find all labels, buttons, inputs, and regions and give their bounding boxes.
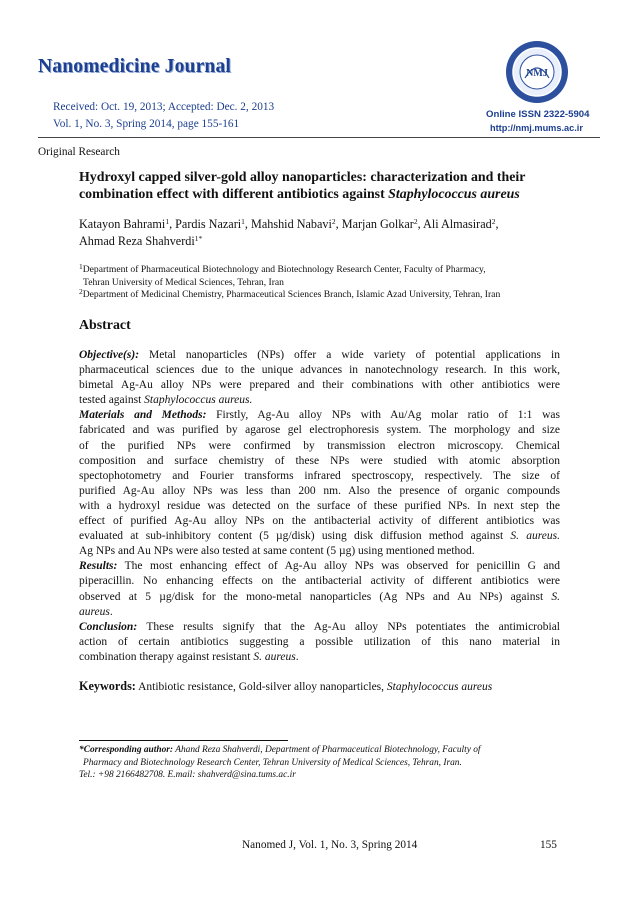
author: Katayon Bahrami$^1$ — [79, 217, 170, 231]
abstract-line: composition and surface chemistry of these NPs were studied with atomic absorption — [79, 454, 560, 467]
author: Pardis Nazari$^1$ — [175, 217, 245, 231]
abstract-line: piperacillin. No enhancing effects on the antibacterial activity of different antibiotics were — [79, 575, 560, 588]
keywords: Keywords: Antibiotic resistance, Gold-silver alloy nanoparticles, Staphylococcus aureus — [79, 679, 493, 693]
journal-title: Nanomedicine Journal — [38, 56, 232, 77]
abstract-line: combination therapy against resistant S. aureus. — [79, 650, 299, 663]
article-type: Original Research — [38, 146, 120, 158]
abstract-line: spectophotometry and Fourier transforms infrared spectroscopy, respectively. The size of — [79, 469, 560, 482]
abstract-line: pharmaceutical sciences due to the unique advances in nanotechnology research. In this work, — [79, 364, 560, 377]
footnote-divider — [79, 740, 288, 741]
abstract-line: Objective(s): Metal nanoparticles (NPs) offer a wide variety of potential applications in — [79, 349, 560, 361]
logo-text: NMJ — [526, 68, 548, 79]
abstract-line: Materials and Methods: Firstly, Ag-Au alloy NPs with Au/Ag molar ratio of 1:1 was — [79, 409, 560, 422]
abstract-line: observed at 5 µg/disk for the mono-metal nanoparticles (Ag NPs and Au NPs) against S. — [79, 590, 560, 603]
author: Ahmad Reza Shahverdi$^{1*}$ — [79, 234, 203, 248]
title-line: Hydroxyl capped silver-gold alloy nanoparticles: characterization and their — [79, 170, 526, 185]
affiliations — [79, 264, 564, 302]
header-divider — [38, 137, 600, 138]
abstract-line: action of certain antibiotics suggesting a possible utilization of this nano material in — [79, 635, 560, 648]
page-number: 155 — [540, 839, 557, 851]
footer-citation: Nanomed J, Vol. 1, No. 3, Spring 2014 — [242, 839, 418, 851]
abstract-line: of the purified NPs were confirmed by transmission electron microscopy. Chemical — [79, 439, 560, 452]
abstract-line: evaluated at sub-inhibitory content (5 µg/disk) using disk diffusion method against S. aureus. — [79, 530, 560, 543]
corresponding-author-footnote: *Corresponding author: Ahand Reza Shahverdi, Department of Pharmaceutical Biotechnology, Faculty of Pharmacy and Biotechnology Research Center, Tehran University of Medical Sciences, Tehran, Iran. Tel.: +98 2166482708. E.mail: shahverd@sina.tums.ac.ir — [79, 745, 481, 780]
abstract-line: aureus. — [79, 605, 113, 618]
author: Ali Almasirad$^2$ — [423, 217, 496, 231]
abstract-body — [79, 348, 560, 665]
abstract-line: fabricated and was purified by agarose gel electrophoresis system. The morphology and size — [79, 424, 560, 437]
online-issn: Online ISSN 2322-5904 — [486, 109, 590, 120]
author: Mahshid Nabavi$^2$ — [251, 217, 336, 231]
article-title — [79, 169, 564, 203]
abstract-line: purified Ag-Au alloy NPs was less than 200 nm. Also the presence of organic compounds — [79, 484, 560, 497]
author: Marjan Golkar$^2$ — [341, 217, 418, 231]
affiliation-2: $^2$Department of Medicinal Chemistry, Pharmaceutical Sciences Branch, Islamic Azad University, Tehran, Iran — [79, 287, 501, 300]
affiliation-1-cont: Tehran University of Medical Sciences, Tehran, Iran — [83, 276, 284, 288]
abstract-line: Ag NPs and Au NPs were also tested at same content (5 µg) using mentioned method. — [79, 545, 475, 558]
title-line: combination effect with different antibiotics against Staphylococcus aureus — [79, 187, 520, 202]
abstract-line: tested against Staphylococcus aureus. — [79, 394, 253, 407]
abstract-line: Conclusion: These results signify that the Ag-Au alloy NPs potentiates the antimicrobial — [79, 620, 560, 633]
author-list: Katayon Bahrami$^1$, Pardis Nazari$^1$, Mahshid Nabavi$^2$, Marjan Golkar$^2$, Ali Almasirad$^2$, Ahmad Reza Shahverdi$^{1*}$ — [79, 217, 499, 248]
volume-info: Vol. 1, No. 3, Spring 2014, page 155-161 — [53, 118, 240, 130]
abstract-heading: Abstract — [79, 318, 131, 333]
abstract-line: Results: The most enhancing effect of Ag-Au alloy NPs was observed for penicillin G and — [79, 560, 560, 573]
journal-logo-icon — [505, 40, 569, 104]
abstract-line: bimetal Ag-Au alloy NPs were prepared and their combinations with other antibiotics were — [79, 379, 560, 392]
received-dates: Received: Oct. 19, 2013; Accepted: Dec. 2, 2013 — [53, 101, 275, 113]
abstract-line: with a hydroxyl residue was detected on the surface of these purified NPs. In next step the — [79, 499, 560, 512]
affiliation-1: $^1$Department of Pharmaceutical Biotechnology and Biotechnology Research Center, Faculty of Pharmacy, — [79, 262, 486, 275]
journal-website-link[interactable]: http://nmj.mums.ac.ir — [490, 123, 583, 133]
abstract-line: effect of purified Ag-Au alloy NPs on the antibacterial activity of different antibiotics was — [79, 515, 560, 528]
